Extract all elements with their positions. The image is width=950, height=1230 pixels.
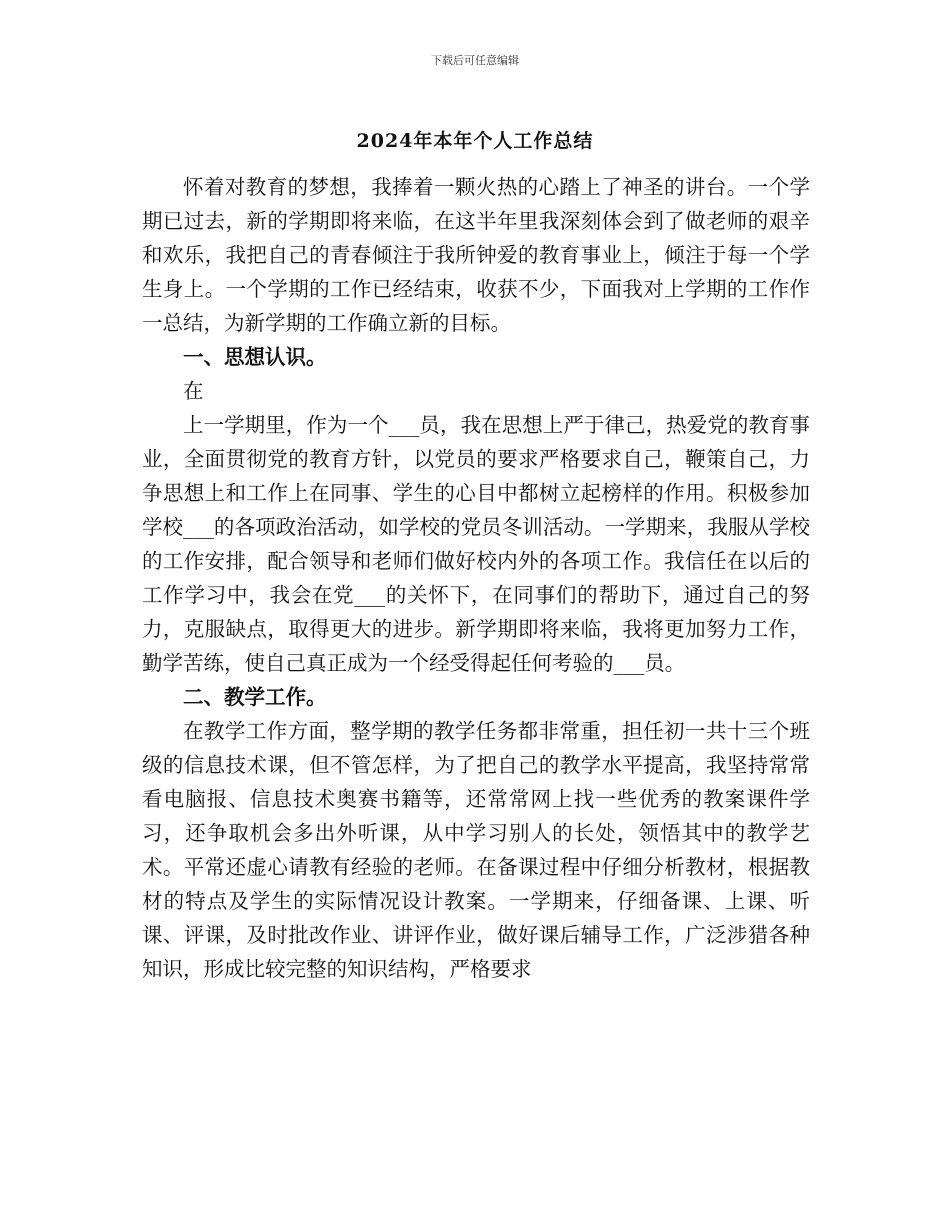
intro-paragraph: 怀着对教育的梦想，我捧着一颗火热的心踏上了神圣的讲台。一个学期已过去，新的学期即将来临，在这半年里我深刻体会到了做老师的艰辛和欢乐，我把自己的青春倾注于我所钟爱的教育事业上，倾注于每一个学生身上。一个学期的工作已经结束，收获不少，下面我对上学期的工作作一总结，为新学期的工作确立新的目标。 (142, 175, 810, 335)
section-heading-ideology: 一、思想认识。 (183, 345, 327, 369)
document-body (142, 170, 810, 986)
body-paragraph: 在教学工作方面，整学期的教学任务都非常重，担任初一共十三个班级的信息技术课，但不管怎样，为了把自己的教学水平提高，我坚持常常看电脑报、信息技术奥赛书籍等，还常常网上找一些优秀的教案课件学习，还争取机会多出外听课，从中学习别人的长处，领悟其中的教学艺术。平常还虚心请教有经验的老师。在备课过程中仔细分析教材，根据教材的特点及学生的实际情况设计教案。一学期来，仔细备课、上课、听课、评课，及时批改作业、讲评作业，做好课后辅导工作，广泛涉猎各种知识，形成比较完整的知识结构，严格要求 (142, 719, 810, 981)
body-paragraph: 上一学期里，作为一个___员，我在思想上严于律己，热爱党的教育事业，全面贯彻党的教育方针，以党员的要求严格要求自己，鞭策自己，力争思想上和工作上在同事、学生的心目中都树立起榜样的作用。积极参加学校___的各项政治活动，如学校的党员冬训活动。一学期来，我服从学校的工作安排，配合领导和老师们做好校内外的各项工作。我信任在以后的工作学习中，我会在党___的关怀下，在同事们的帮助下，通过自己的努力，克服缺点，取得更大的进步。新学期即将来临，我将更加努力工作，勤学苦练，使自己真正成为一个经受得起任何考验的___员。 (142, 413, 810, 675)
body-paragraph: 在 (183, 379, 204, 403)
section-heading-teaching: 二、教学工作。 (183, 685, 327, 709)
document-title: 2024年本年个人工作总结 (356, 130, 594, 152)
header-note: 下载后可任意编辑 (431, 54, 519, 67)
